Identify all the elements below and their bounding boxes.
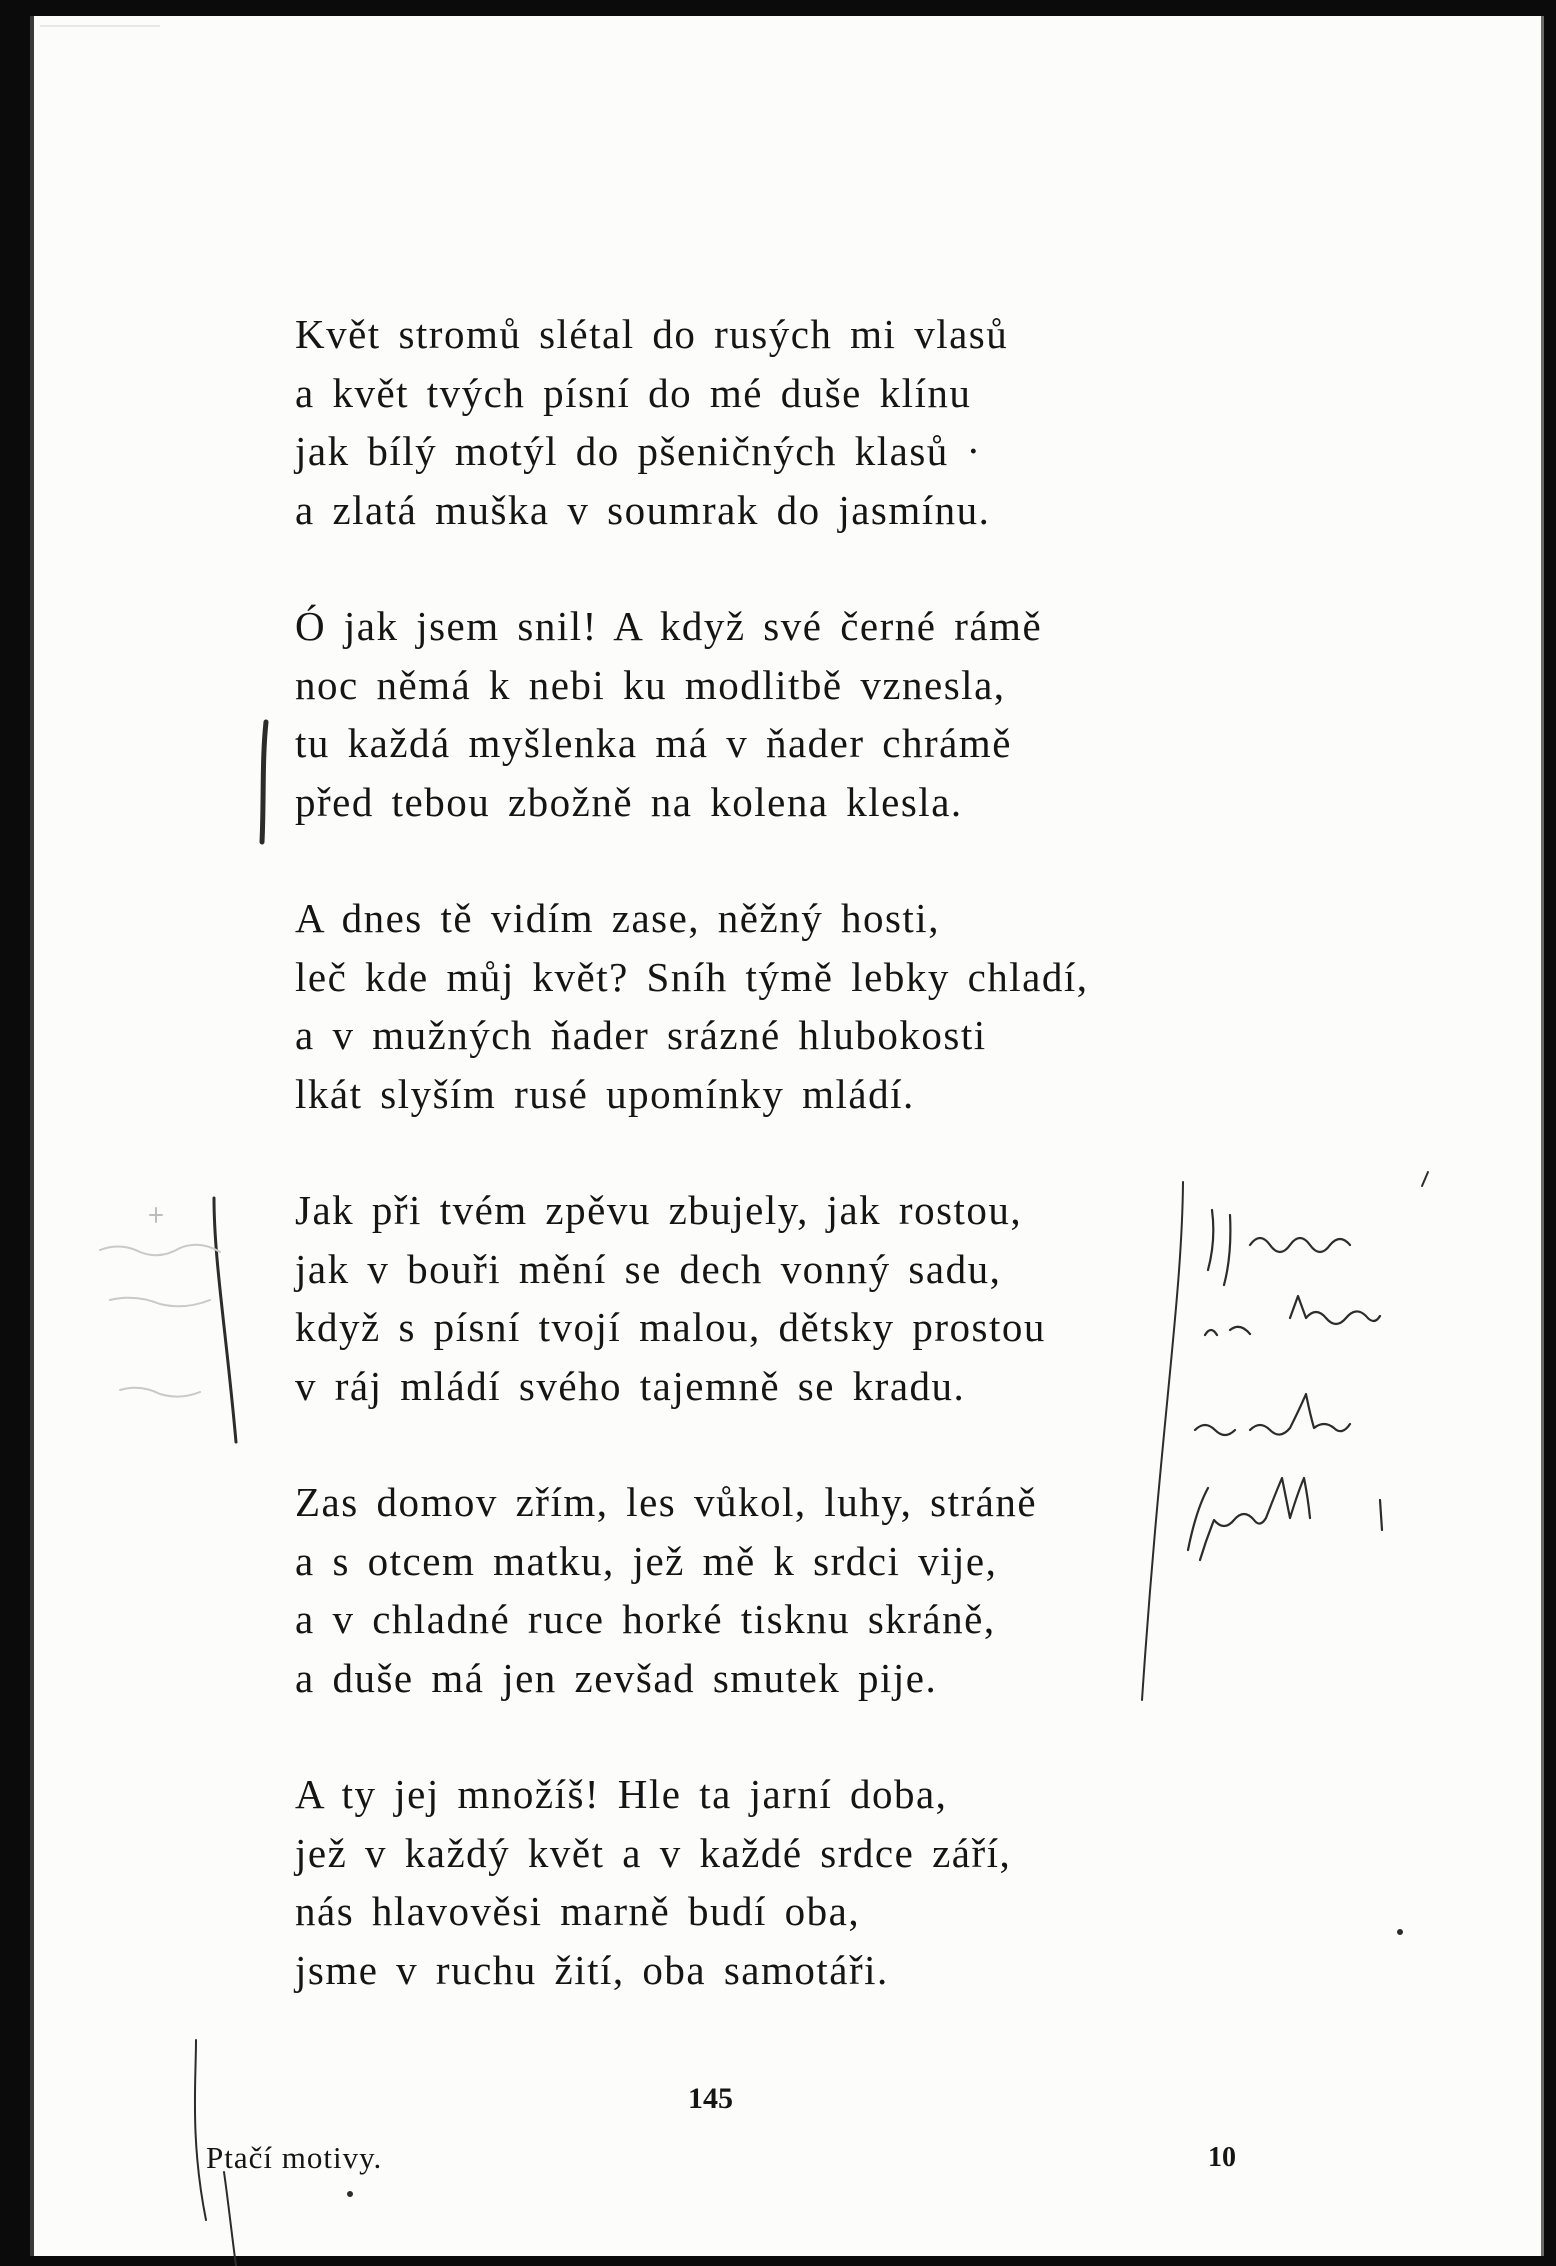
poem-line: noc němá k nebi ku modlitbě vznesla, [295, 661, 1006, 708]
stanza [295, 597, 1295, 831]
handwritten-note-apostrophe [1422, 1172, 1428, 1186]
ink-dot [1397, 1929, 1403, 1935]
poem-line: když s písní tvojí malou, dětsky prostou [295, 1304, 1046, 1350]
poem-line: jsme v ruchu žití, oba samotáři. [295, 1946, 889, 1993]
poem-line: jež v každý květ a v každé srdce září, [295, 1829, 1012, 1876]
binding-mark-left [195, 2040, 206, 2220]
poem-line: lkát slyším rusé upomínky mládí. [295, 1070, 915, 1117]
poem-line: jak bílý motýl do pšeničných klasů · [295, 428, 982, 474]
stanza [295, 889, 1295, 1123]
poem-line: nás hlavověsi marně budí oba, [295, 1888, 861, 1934]
scan-border-bottom [0, 2256, 1556, 2266]
erased-margin-scribble [100, 1245, 220, 1397]
poem-line: leč kde můj květ? Sníh týmě lebky chladí, [295, 953, 1089, 1000]
scan-border-left [0, 0, 30, 2266]
poem [295, 305, 1295, 2057]
poem-line: a s otcem matku, jež mě k srdci vije, [295, 1537, 998, 1584]
stanza [295, 1181, 1295, 1415]
scan-border-right-inner [1541, 16, 1544, 2266]
poem-line: a zlatá muška v soumrak do jasmínu. [295, 486, 991, 533]
stanza [295, 1473, 1295, 1707]
poem-line: Ó jak jsem snil! A když své černé rámě [295, 603, 1043, 649]
margin-bracket-stanza-2 [262, 722, 266, 842]
scan-border-top [0, 0, 1556, 16]
scan-border-left-inner [30, 16, 34, 2266]
scan-border-right [1544, 0, 1556, 2266]
margin-bracket-stanza-4-left [214, 1198, 236, 1442]
poem-line: v ráj mládí svého tajemně se kradu. [295, 1362, 966, 1409]
stanza [295, 305, 1295, 539]
poem-line: tu každá myšlenka má v ňader chrámě [295, 720, 1012, 766]
poem-line: a duše má jen zevšad smutek pije. [295, 1654, 938, 1701]
poem-line: a květ tvých písní do mé duše klínu [295, 369, 972, 416]
collection-title: Ptačí motivy. [206, 2140, 383, 2175]
ink-dot [347, 2191, 353, 2197]
signature-mark: 10 [1208, 2142, 1236, 2173]
poem-line: před tebou zbožně na kolena klesla. [295, 778, 963, 825]
poem-line: a v chladné ruce horké tisknu skráně, [295, 1596, 996, 1642]
poem-line: Květ stromů slétal do rusých mi vlasů [295, 311, 1009, 357]
poem-line: a v mužných ňader srázné hlubokosti [295, 1012, 987, 1058]
binding-mark-left-2 [224, 2172, 236, 2266]
poem-line: A dnes tě vidím zase, něžný hosti, [295, 895, 940, 941]
stanza [295, 1765, 1295, 1999]
poem-line: Jak při tvém zpěvu zbujely, jak rostou, [295, 1187, 1023, 1233]
small-mark [150, 1208, 162, 1222]
poem-line: Zas domov zřím, les vůkol, luhy, stráně [295, 1479, 1038, 1525]
page-number: 145 [688, 2082, 733, 2115]
poem-line: A ty jej množíš! Hle ta jarní doba, [295, 1771, 948, 1817]
poem-line: jak v bouři mění se dech vonný sadu, [295, 1245, 1002, 1292]
